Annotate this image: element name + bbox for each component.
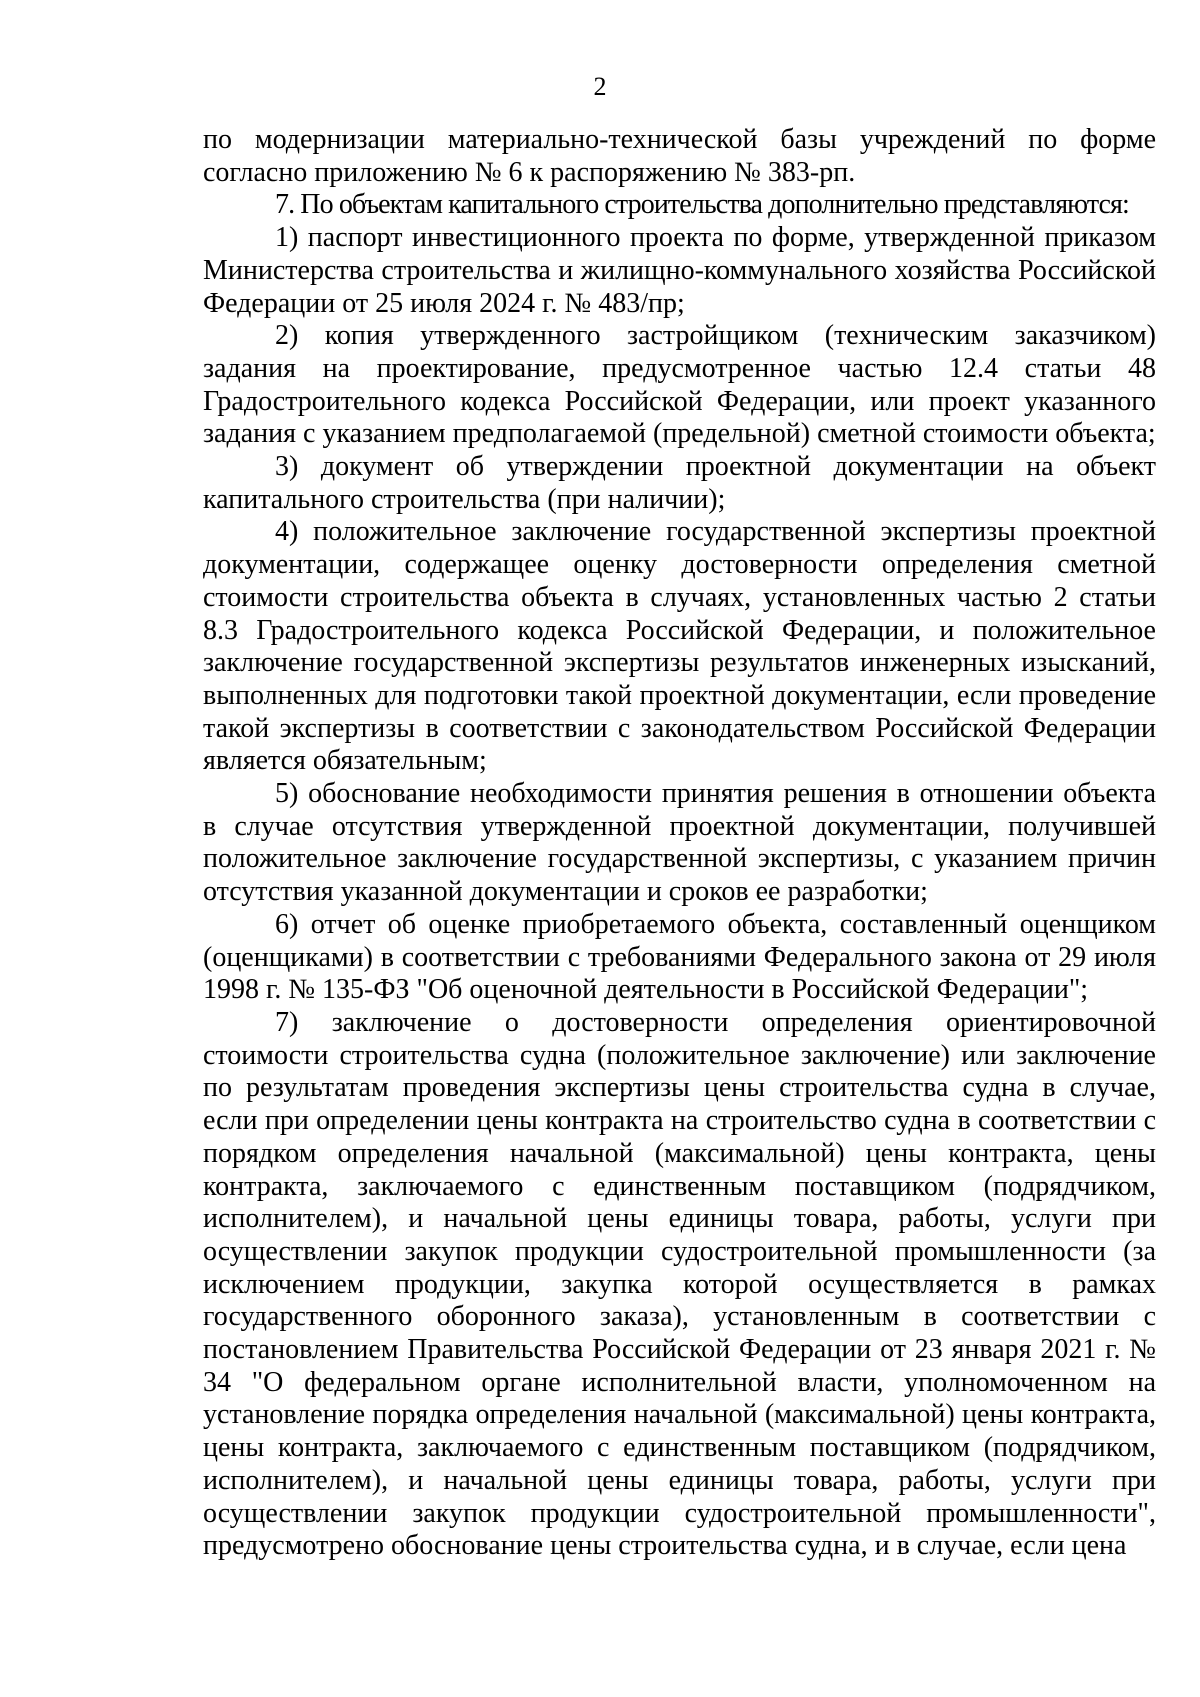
paragraph-subitem-7: 7) заключение о достоверности определения ориентировочной стоимости строительства судна (положительное заключение) или заключение по результатам проведения экспертизы цены строительства судна в случае, если при определении цены контракта на строительство судна в соответствии с порядком определения начальной (максимальной) цены контракта, цены контракта, заключаемого с единственным поставщиком (подрядчиком, исполнителем), и начальной цены единицы товара, работы, услуги при осуществлении закупок продукции судостроительной промышленности (за исключением продукции, закупка которой осуществляется в рамках государственного оборонного заказа), установленным в соответствии с постановлением Правительства Российской Федерации от 23 января 2021 г. № 34 "О федеральном органе исполнительной власти, уполномоченном на установление порядка определения начальной (максимальной) цены контракта, цены контракта, заключаемого с единственным поставщиком (подрядчиком, исполнителем), и начальной цены единицы товара, работы, услуги при осуществлении закупок продукции судостроительной промышленности", предусмотрено обоснование цены строительства судна, и в случае, если цена	[203, 1006, 1156, 1562]
paragraph-subitem-4: 4) положительное заключение государственной экспертизы проектной документации, содержащее оценку достоверности определения сметной стоимости строительства объекта в случаях, установленных частью 2 статьи 8.3 Градостроительного кодекса Российской Федерации, и положительное заключение государственной экспертизы результатов инженерных изысканий, выполненных для подготовки такой проектной документации, если проведение такой экспертизы в соответствии с законодательством Российской Федерации является обязательным;	[203, 516, 1156, 777]
page-number: 2	[593, 72, 607, 101]
paragraph-subitem-2: 2) копия утвержденного застройщиком (техническим заказчиком) задания на проектирование, предусмотренное частью 12.4 статьи 48 Градостроительного кодекса Российской Федерации, или проект указанного задания с указанием предполагаемой (предельной) сметной стоимости объекта;	[203, 320, 1156, 450]
paragraph-intro-continuation: по модернизации материально-технической базы учреждений по форме согласно приложению № 6 к распоряжению № 383-рп.	[203, 124, 1156, 188]
document-body	[203, 124, 1156, 1563]
paragraph-item-7-heading: 7. По объектам капитального строительства дополнительно представляются:	[275, 189, 1129, 221]
paragraph-subitem-3: 3) документ об утверждении проектной документации на объект капитального строительства (при наличии);	[203, 451, 1156, 515]
paragraph-subitem-5: 5) обоснование необходимости принятия решения в отношении объекта в случае отсутствия утвержденной проектной документации, получившей положительное заключение государственной экспертизы, с указанием причин отсутствия указанной документации и сроков ее разработки;	[203, 778, 1156, 908]
paragraph-subitem-6: 6) отчет об оценке приобретаемого объекта, составленный оценщиком (оценщиками) в соответствии с требованиями Федерального закона от 29 июля 1998 г. № 135-ФЗ "Об оценочной деятельности в Российской Федерации";	[203, 908, 1156, 1006]
paragraph-subitem-1: 1) паспорт инвестиционного проекта по форме, утвержденной приказом Министерства строительства и жилищно-коммунального хозяйства Российской Федерации от 25 июля 2024 г. № 483/пр;	[203, 222, 1156, 319]
